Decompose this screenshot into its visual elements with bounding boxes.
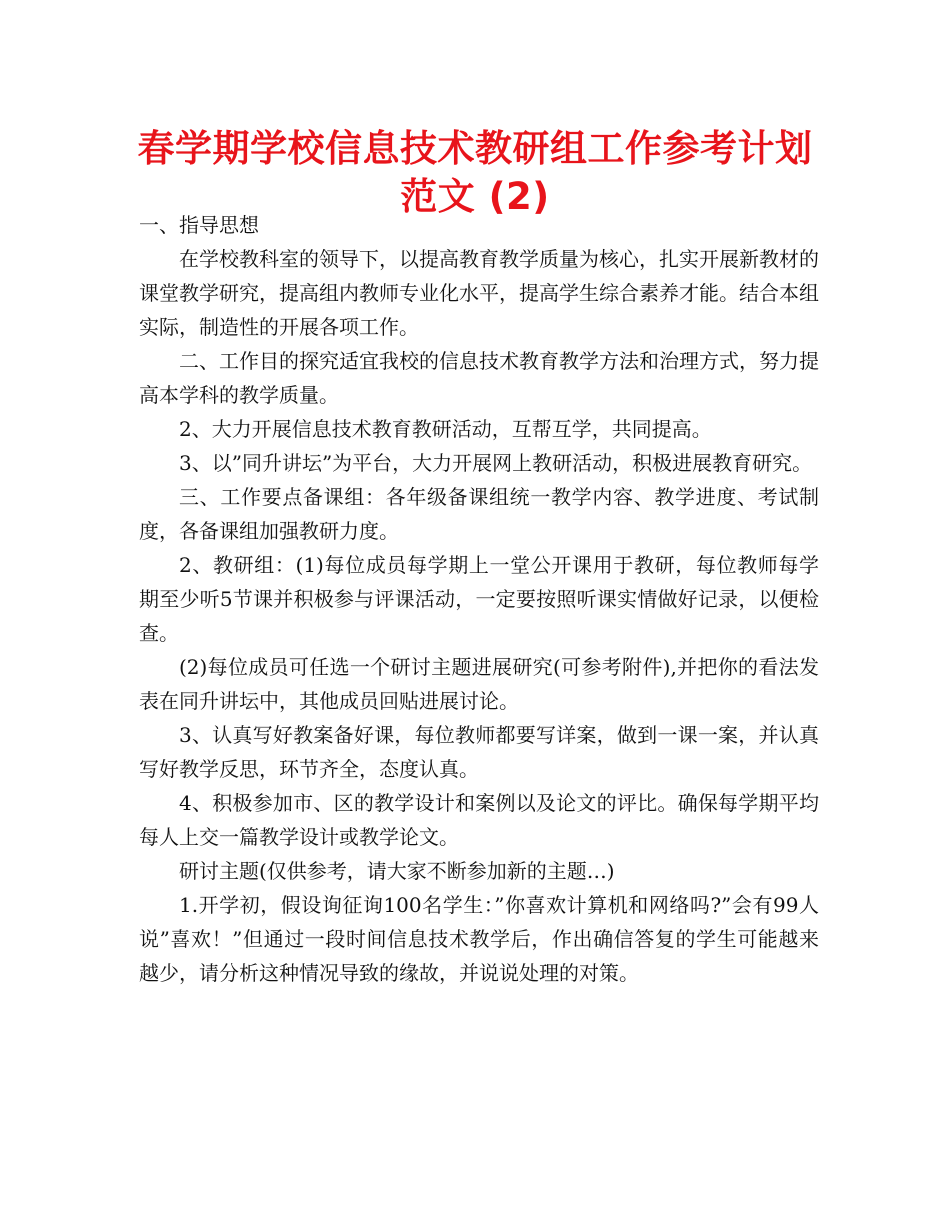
paragraph: 二、工作目的探究适宜我校的信息技术教育教学方法和治理方式，努力提高本学科的教学质量。 — [139, 349, 819, 407]
paragraph: (2)每位成员可任选一个研讨主题进展研究(可参考附件),并把你的看法发表在同升讲坛中，其他成员回贴进展讨论。 — [139, 655, 819, 713]
paragraph: 在学校教科室的领导下，以提高教育教学质量为核心，扎实开展新教材的课堂教学研究，提高组内教师专业化水平，提高学生综合素养才能。结合本组实际，制造性的开展各项工作。 — [139, 247, 819, 339]
document-body — [139, 208, 819, 990]
paragraph: 2、大力开展信息技术教育教研活动，互帮互学，共同提高。 — [179, 417, 712, 441]
paragraph: 4、积极参加市、区的教学设计和案例以及论文的评比。确保每学期平均每人上交一篇教学设计或教学论文。 — [139, 791, 819, 849]
document-title-line1: 春学期学校信息技术教研组工作参考计划 — [137, 127, 813, 170]
section-heading: 一、指导思想 — [139, 213, 259, 237]
document-title-line2: 范文 (2) — [400, 175, 550, 218]
paragraph: 3、认真写好教案备好课，每位教师都要写详案，做到一课一案，并认真写好教学反思，环节齐全，态度认真。 — [139, 723, 819, 781]
paragraph: 2、教研组：(1)每位成员每学期上一堂公开课用于教研，每位教师每学期至少听5节课并积极参与评课活动，一定要按照听课实情做好记录，以便检查。 — [139, 553, 819, 645]
paragraph: 3、以”同升讲坛”为平台，大力开展网上教研活动，积极进展教育研究。 — [179, 451, 813, 475]
paragraph: 1.开学初，假设询征询100名学生：”你喜欢计算机和网络吗?”会有99人说”喜欢！”但通过一段时间信息技术教学后，作出确信答复的学生可能越来越少，请分析这种情况导致的缘故，并说说处理的对策。 — [139, 893, 819, 985]
paragraph: 三、工作要点备课组：各年级备课组统一教学内容、教学进度、考试制度，各备课组加强教研力度。 — [139, 485, 819, 543]
paragraph: 研讨主题(仅供参考，请大家不断参加新的主题…) — [179, 859, 615, 883]
